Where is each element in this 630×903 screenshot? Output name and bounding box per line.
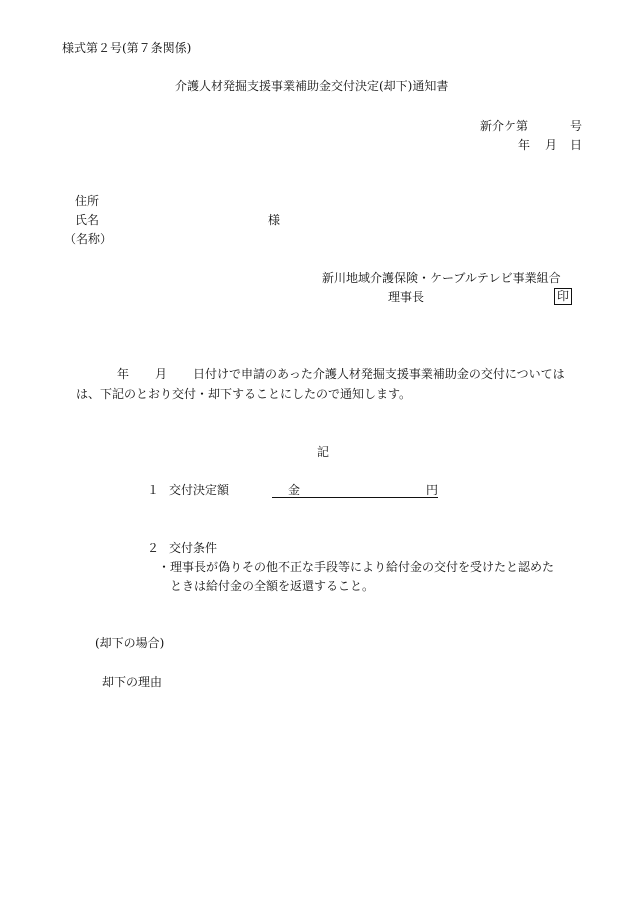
document-title: 介護人材発掘支援事業補助金交付決定(却下)通知書 [175,79,449,93]
amount-underline [272,497,438,498]
item-2-condition-line-2: ときは給付金の全額を返還すること。 [170,579,375,593]
honorific: 様 [268,213,281,227]
organization-name-label: （名称） [64,232,113,246]
name-label: 氏名 [75,213,100,227]
item-2-number: ２ [147,541,160,555]
seal-mark [552,288,572,305]
issuer-organization: 新川地域介護保険・ケーブルテレビ事業組合 [322,271,561,285]
rejection-reason-label: 却下の理由 [102,675,163,689]
item-2-label: 交付条件 [169,541,218,555]
body-year: 年 [117,367,130,381]
doc-number-suffix: 号 [570,119,583,133]
form-number: 様式第２号(第７条関係) [62,41,192,55]
date-month: 月 [545,138,558,152]
seal-text: 印 [554,288,572,305]
amount-kin: 金 [288,483,301,497]
rejection-heading: (却下の場合) [95,636,165,650]
ki-heading: 記 [317,445,330,459]
amount-yen: 円 [426,483,439,497]
item-1-label: 交付決定額 [169,483,230,497]
item-1-number: １ [147,483,160,497]
address-label: 住所 [75,194,100,208]
body-line-2: は、下記のとおり交付・却下することにしたので通知します。 [76,387,412,401]
issuer-title: 理事長 [388,290,425,304]
body-line-1: 日付けで申請のあった介護人材発掘支援事業補助金の交付については [193,367,565,381]
date-day: 日 [570,138,583,152]
item-2-condition-line-1: ・理事長が偽りその他不正な手段等により給付金の交付を受けたと認めた [158,560,555,574]
body-month: 月 [155,367,168,381]
doc-number-label: 新介ケ第 [480,119,529,133]
date-year: 年 [518,138,531,152]
